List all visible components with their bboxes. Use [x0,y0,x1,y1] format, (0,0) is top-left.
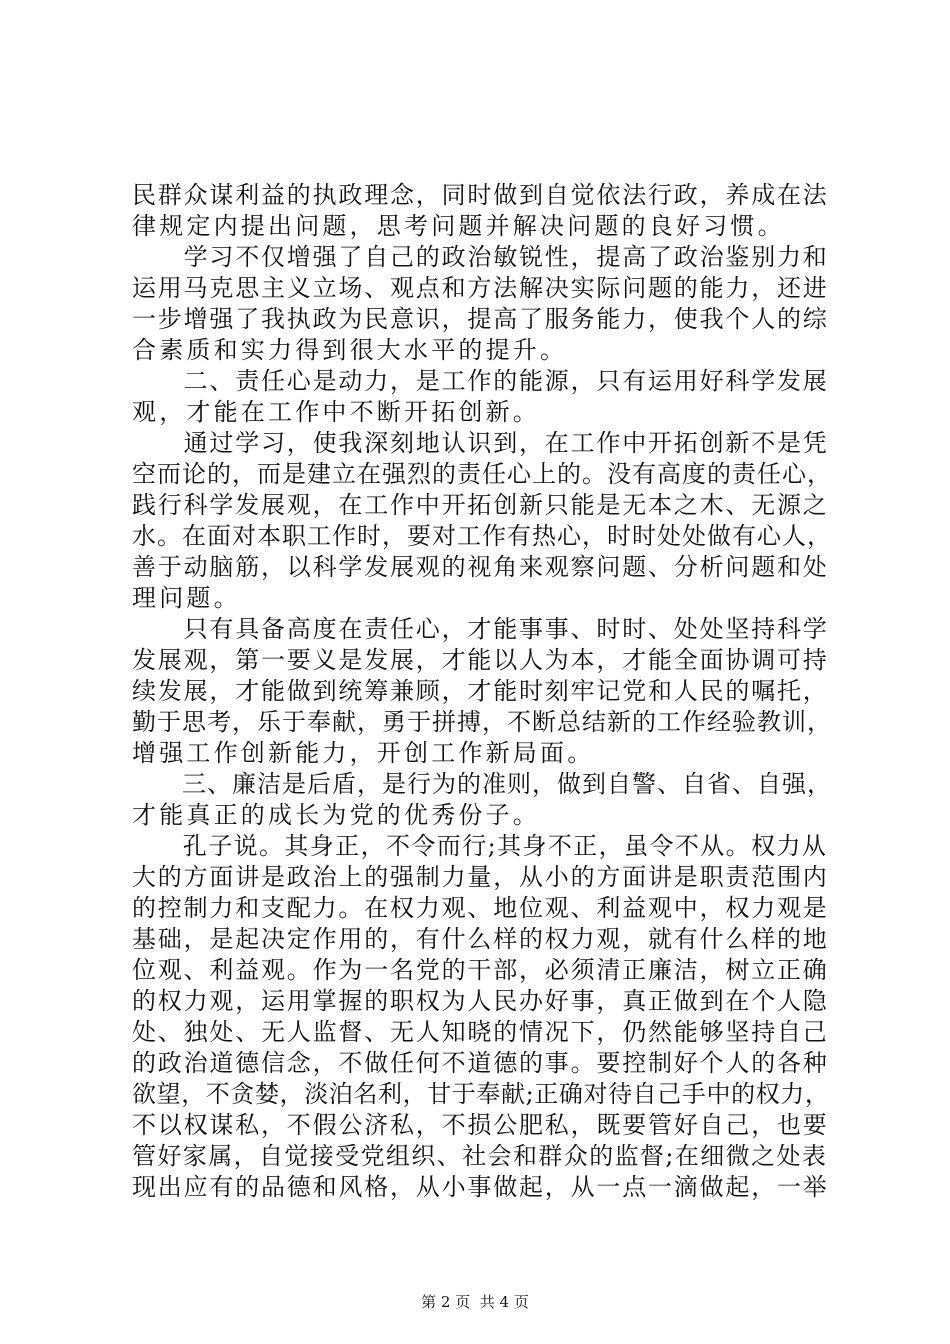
text-line: 践行科学发展观，在工作中开拓创新只能是无本之木、无源之 [132,491,829,519]
text-line: 大的方面讲是政治上的强制力量，从小的方面讲是职责范围内 [132,863,829,891]
text-line: 理问题。 [132,584,241,612]
text-line: 三、廉洁是后盾，是行为的准则，做到自警、自省、自强， [132,770,832,798]
text-line: 管好家属，自觉接受党组织、社会和群众的监督;在细微之处表 [132,1142,828,1170]
text-line: 观，才能在工作中不断开拓创新。 [132,398,540,426]
text-line: 欲望，不贪婪，淡泊名利，甘于奉献;正确对待自己手中的权力， [132,1080,830,1108]
text-line: 通过学习，使我深刻地认识到，在工作中开拓创新不是凭 [132,429,829,457]
text-line: 律规定内提出问题，思考问题并解决问题的良好习惯。 [132,212,785,240]
text-line: 位观、利益观。作为一名党的干部，必须清正廉洁，树立正确 [132,956,829,984]
text-line: 才能真正的成长为党的优秀份子。 [132,801,540,829]
text-line: 处、独处、无人监督、无人知晓的情况下，仍然能够坚持自己 [132,1018,829,1046]
text-line: 学习不仅增强了自己的政治敏锐性，提高了政治鉴别力和 [132,243,829,271]
text-line: 增强工作创新能力，开创工作新局面。 [132,739,595,767]
text-line: 合素质和实力得到很大水平的提升。 [132,336,568,364]
text-line: 的控制力和支配力。在权力观、地位观、利益观中，权力观是 [132,894,829,922]
text-line: 的权力观，运用掌握的职权为人民办好事，真正做到在个人隐 [132,987,829,1015]
text-line: 空而论的，而是建立在强烈的责任心上的。没有高度的责任心， [132,460,832,488]
text-line: 水。在面对本职工作时，要对工作有热心，时时处处做有心人， [132,522,832,550]
text-line: 续发展，才能做到统筹兼顾，才能时刻牢记党和人民的嘱托， [132,677,829,705]
text-line: 不以权谋私，不假公济私，不损公肥私，既要管好自己，也要 [132,1111,829,1139]
page-footer: 第 2 页 共 4 页 [421,1293,529,1311]
text-line: 的政治道德信念，不做任何不道德的事。要控制好个人的各种 [132,1049,829,1077]
text-line: 勤于思考，乐于奉献，勇于拼搏，不断总结新的工作经验教训， [132,708,832,736]
document-body [132,180,832,1203]
text-line: 发展观，第一要义是发展，才能以人为本，才能全面协调可持 [132,646,829,674]
text-line: 只有具备高度在责任心，才能事事、时时、处处坚持科学 [132,615,829,643]
text-line: 二、责任心是动力，是工作的能源，只有运用好科学发展 [132,367,829,395]
text-line: 善于动脑筋，以科学发展观的视角来观察问题、分析问题和处 [132,553,829,581]
text-line: 民群众谋利益的执政理念，同时做到自觉依法行政，养成在法 [132,181,829,209]
text-line: 现出应有的品德和风格，从小事做起，从一点一滴做起，一举 [132,1173,829,1201]
text-line: 孔子说。其身正，不令而行;其身不正，虽令不从。权力从 [132,832,828,860]
text-line: 一步增强了我执政为民意识，提高了服务能力，使我个人的综 [132,305,829,333]
text-line: 运用马克思主义立场、观点和方法解决实际问题的能力，还进 [132,274,829,302]
text-line: 基础，是起决定作用的，有什么样的权力观，就有什么样的地 [132,925,829,953]
